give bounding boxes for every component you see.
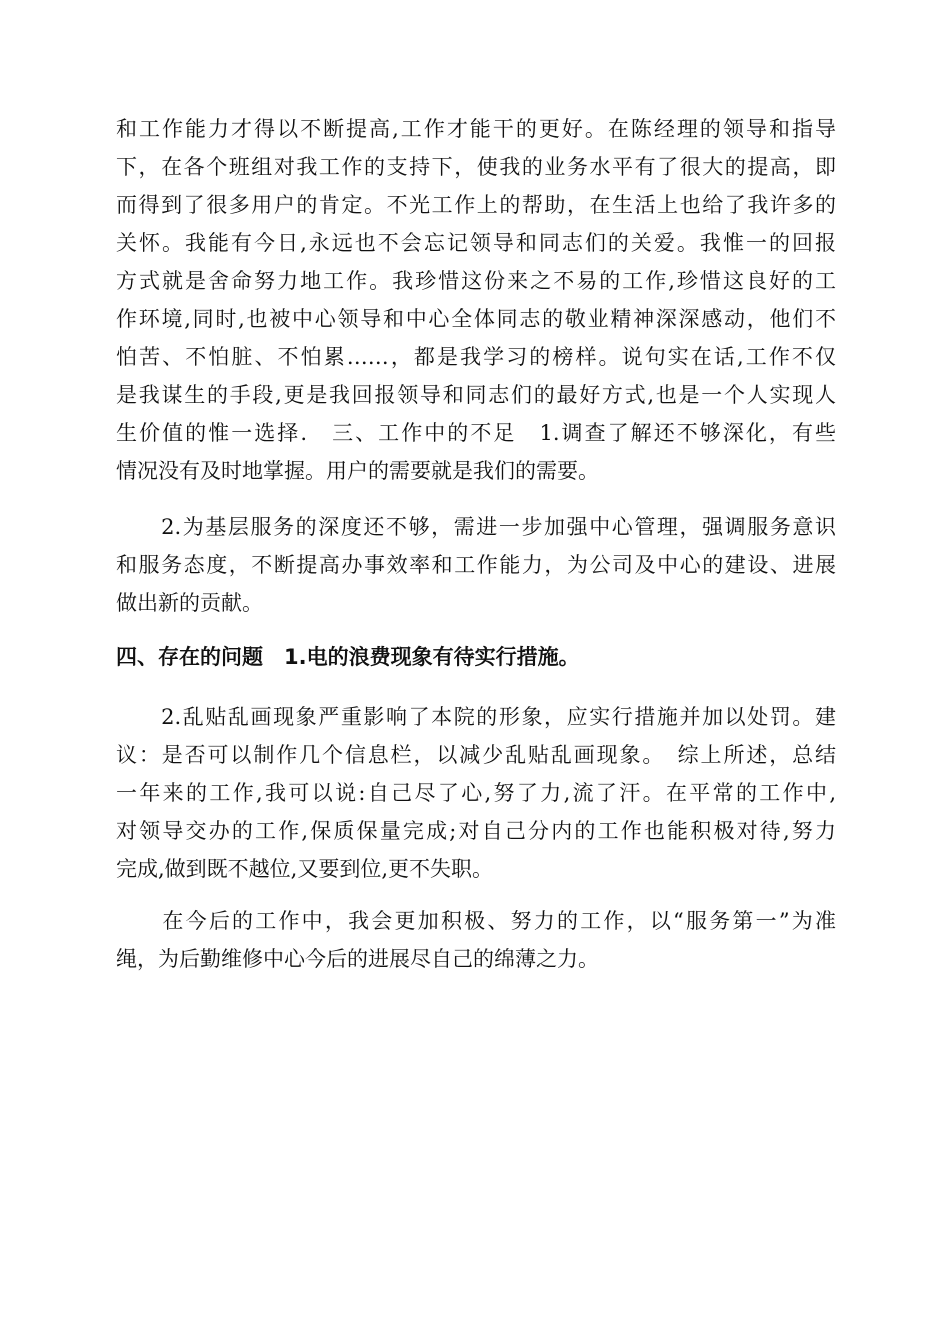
paragraph-future-work [116,902,836,978]
section-heading: 四、存在的问题 1.电的浪费现象有待实行措施。 [116,645,580,669]
text-line: 和工作能力才得以不断提高,工作才能干的更好。在陈经理的领导和指导 [116,117,836,141]
text-line: 情况没有及时地掌握。用户的需要就是我们的需要。 [116,459,599,483]
text-line: 是我谋生的手段,更是我回报领导和同志们的最好方式,也是一个人实现人 [116,383,836,407]
text-line: 在今后的工作中，我会更加积极、努力的工作，以“服务第一”为准 [116,909,836,933]
text-line: 完成,做到既不越位,又要到位,更不失职。 [116,857,494,881]
paragraph-service-depth [116,508,836,622]
text-line: 对领导交办的工作,保质保量完成;对自己分内的工作也能积极对待,努力 [116,819,836,843]
text-line: 做出新的贡献。 [116,591,263,615]
text-line: 而得到了很多用户的肯定。不光工作上的帮助，在生活上也给了我许多的 [116,193,836,217]
text-line: 绳，为后勤维修中心今后的进展尽自己的绵薄之力。 [116,947,599,971]
text-line: 生价值的惟一选择. 三、工作中的不足 1.调查了解还不够深化，有些 [116,421,836,445]
text-line: 关怀。我能有今日,永远也不会忘记领导和同志们的关爱。我惟一的回报 [116,231,836,255]
text-line: 一年来的工作,我可以说:自己尽了心,努了力,流了汗。在平常的工作中, [116,781,836,805]
paragraph-suggestions-summary [116,698,836,888]
text-line: 2.为基层服务的深度还不够，需进一步加强中心管理，强调服务意识 [116,515,836,539]
text-line: 怕苦、不怕脏、不怕累……，都是我学习的榜样。说句实在话,工作不仅 [116,345,836,369]
text-line: 方式就是舍命努力地工作。我珍惜这份来之不易的工作,珍惜这良好的工 [116,269,836,293]
text-line: 议：是否可以制作几个信息栏，以减少乱贴乱画现象。 综上所述，总结 [116,743,836,767]
text-line: 作环境,同时,也被中心领导和中心全体同志的敬业精神深深感动，他们不 [116,307,836,331]
text-line: 和服务态度，不断提高办事效率和工作能力，为公司及中心的建设、进展 [116,553,836,577]
paragraph-work-improvement [116,110,836,490]
text-line: 2.乱贴乱画现象严重影响了本院的形象，应实行措施并加以处罚。建 [116,705,836,729]
text-line: 下，在各个班组对我工作的支持下，使我的业务水平有了很大的提高，即 [116,155,836,179]
section-heading-existing-problems [116,638,836,676]
